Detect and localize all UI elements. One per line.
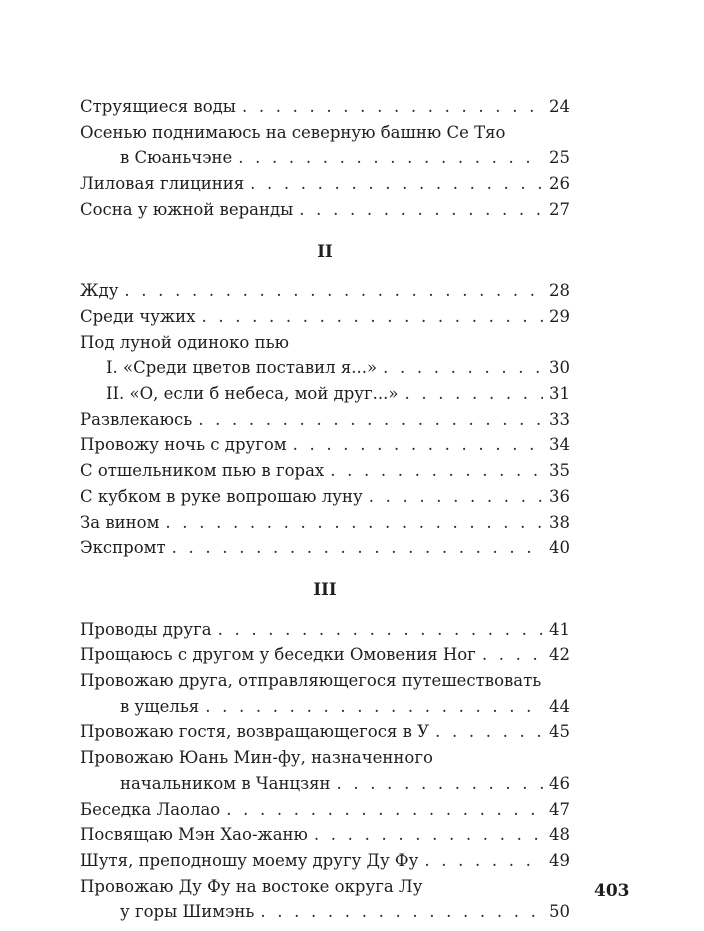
toc-line: [80, 721, 570, 743]
toc-line: [80, 460, 570, 482]
dot-leader: [250, 173, 543, 195]
toc-line: [80, 644, 570, 666]
toc-line: [80, 512, 570, 534]
entry-title: Шутя, преподношу моему другу Ду Фу: [80, 850, 419, 870]
entry-title: Жду: [80, 281, 119, 301]
toc-entry: [80, 512, 570, 534]
entry-page-number: 34: [549, 435, 570, 455]
entry-page-number: 31: [549, 384, 570, 403]
entry-page-number: 33: [549, 409, 570, 429]
toc-entry: [80, 434, 570, 456]
toc-line: [80, 486, 570, 508]
toc-line: [80, 280, 570, 302]
entry-page-number: 29: [549, 306, 570, 326]
toc-entry: [80, 199, 570, 221]
entry-title: Сосна у южной веранды: [80, 199, 294, 219]
toc-entry: [80, 486, 570, 508]
toc-entry: [80, 147, 570, 169]
entry-title: С кубком в руке вопрошаю луну: [80, 486, 363, 506]
dot-leader: [314, 824, 543, 846]
dot-leader: [337, 773, 543, 795]
entry-title: Развлекаюсь: [80, 409, 193, 429]
entry-title: у горы Шимэнь: [120, 902, 255, 922]
toc-line: [80, 173, 570, 195]
dot-leader: [172, 537, 543, 559]
toc-entry: [80, 409, 570, 431]
dot-leader: [198, 409, 543, 431]
entry-title: Экспромт: [80, 538, 166, 558]
dot-leader: [201, 306, 543, 328]
entry-page-number: 28: [549, 281, 570, 301]
dot-leader: [218, 619, 543, 641]
entry-title: Провожу ночь с другом: [80, 435, 287, 455]
entry-page-number: 38: [549, 512, 570, 532]
toc-entry: [80, 96, 570, 118]
dot-leader: [260, 901, 543, 923]
dot-leader: [205, 696, 543, 718]
dot-leader: [165, 512, 543, 534]
toc-entry: [80, 619, 570, 641]
toc-entry: [80, 357, 570, 379]
toc-line: [80, 199, 570, 221]
entry-page-number: 26: [549, 174, 570, 194]
section-heading: II: [317, 241, 333, 261]
toc-line: [80, 850, 570, 872]
entry-title: I. «Среди цветов поставил я...»: [106, 358, 378, 378]
toc-line: [80, 537, 570, 559]
toc-line: [80, 409, 570, 431]
toc-entry: [80, 721, 570, 743]
toc-line: [80, 747, 570, 769]
dot-leader: [482, 644, 543, 666]
toc-line: [80, 901, 570, 923]
toc-entry: [80, 901, 570, 923]
toc-line: [80, 357, 570, 379]
dot-leader: [424, 850, 543, 872]
entry-page-number: 40: [549, 538, 570, 558]
toc-line: [80, 773, 570, 795]
entry-page-number: 36: [549, 486, 570, 506]
dot-leader: [238, 147, 543, 169]
entry-title: Прощаюсь с другом у беседки Омовения Ног: [80, 645, 476, 665]
toc-line: [80, 306, 570, 328]
toc-line: [80, 147, 570, 169]
section-heading: III: [313, 579, 337, 599]
toc-line: [80, 824, 570, 846]
entry-page-number: 49: [549, 850, 570, 870]
entry-page-number: 24: [549, 97, 570, 116]
page-number: 403: [594, 881, 630, 901]
entry-page-number: 48: [549, 825, 570, 845]
toc-entry: [80, 537, 570, 559]
toc-line: [80, 619, 570, 641]
entry-title: Под луной одиноко пью: [80, 332, 289, 352]
entry-title: Проводы друга: [80, 619, 212, 639]
entry-title: Провожаю Юань Мин-фу, назначенного: [80, 748, 433, 768]
toc-entry: [80, 383, 570, 405]
toc-entry: [80, 696, 570, 718]
toc-line: [80, 876, 570, 898]
entry-title: Посвящаю Мэн Хао-жаню: [80, 825, 308, 845]
toc-entry: [80, 173, 570, 195]
entry-title: Струящиеся воды: [80, 97, 236, 116]
dot-leader: [226, 799, 543, 821]
entry-page-number: 30: [549, 358, 570, 378]
toc-entry: [80, 280, 570, 302]
dot-leader: [330, 460, 543, 482]
entry-title: Провожаю друга, отправляющегося путешествовать: [80, 671, 542, 690]
toc-entry: [80, 876, 570, 898]
entry-title: Лиловая глициния: [80, 174, 245, 194]
entry-page-number: 46: [549, 773, 570, 793]
dot-leader: [369, 486, 543, 508]
toc-line: [80, 434, 570, 456]
toc-line: [80, 332, 570, 354]
entry-title: Среди чужих: [80, 306, 196, 326]
entry-title: Провожаю гостя, возвращающегося в У: [80, 722, 430, 742]
toc-line: [80, 696, 570, 718]
toc-entry: [80, 644, 570, 666]
entry-title: За вином: [80, 512, 160, 532]
toc-line: [80, 670, 570, 692]
dot-leader: [405, 383, 544, 405]
entry-title: Осенью поднимаюсь на северную башню Се Тяо: [80, 122, 506, 142]
entry-page-number: 42: [549, 645, 570, 665]
toc-entry: [80, 460, 570, 482]
entry-page-number: 47: [549, 799, 570, 819]
toc-entry: [80, 773, 570, 795]
toc-entry: [80, 799, 570, 821]
entry-page-number: 27: [549, 199, 570, 219]
toc-entry: [80, 122, 570, 144]
toc-entry: [80, 747, 570, 769]
entry-title: в ущелья: [120, 696, 200, 716]
toc-line: [80, 799, 570, 821]
entry-page-number: 41: [549, 619, 570, 639]
dot-leader: [435, 721, 543, 743]
toc-entry: [80, 332, 570, 354]
entry-title: в Сюаньчэне: [120, 148, 233, 168]
toc-entry: [80, 824, 570, 846]
entry-page-number: 25: [549, 148, 570, 168]
toc-line: [80, 122, 570, 144]
entry-title: С отшельником пью в горах: [80, 461, 325, 481]
toc-entry: [80, 850, 570, 872]
dot-leader: [383, 357, 543, 379]
dot-leader: [293, 434, 543, 456]
entry-page-number: 45: [549, 722, 570, 742]
toc-line: [80, 96, 570, 118]
entry-title: Провожаю Ду Фу на востоке округа Лу: [80, 876, 423, 896]
dot-leader: [299, 199, 543, 221]
dot-leader: [242, 96, 543, 118]
entry-title: Беседка Лаолао: [80, 799, 221, 819]
entry-title: начальником в Чанцзян: [120, 773, 331, 793]
toc-line: [80, 383, 570, 405]
entry-page-number: 35: [549, 461, 570, 481]
entry-title: II. «О, если б небеса, мой друг...»: [106, 384, 399, 403]
toc-entry: [80, 306, 570, 328]
entry-page-number: 50: [549, 902, 570, 922]
dot-leader: [124, 280, 543, 302]
entry-page-number: 44: [549, 696, 570, 716]
toc-entry: [80, 670, 570, 692]
